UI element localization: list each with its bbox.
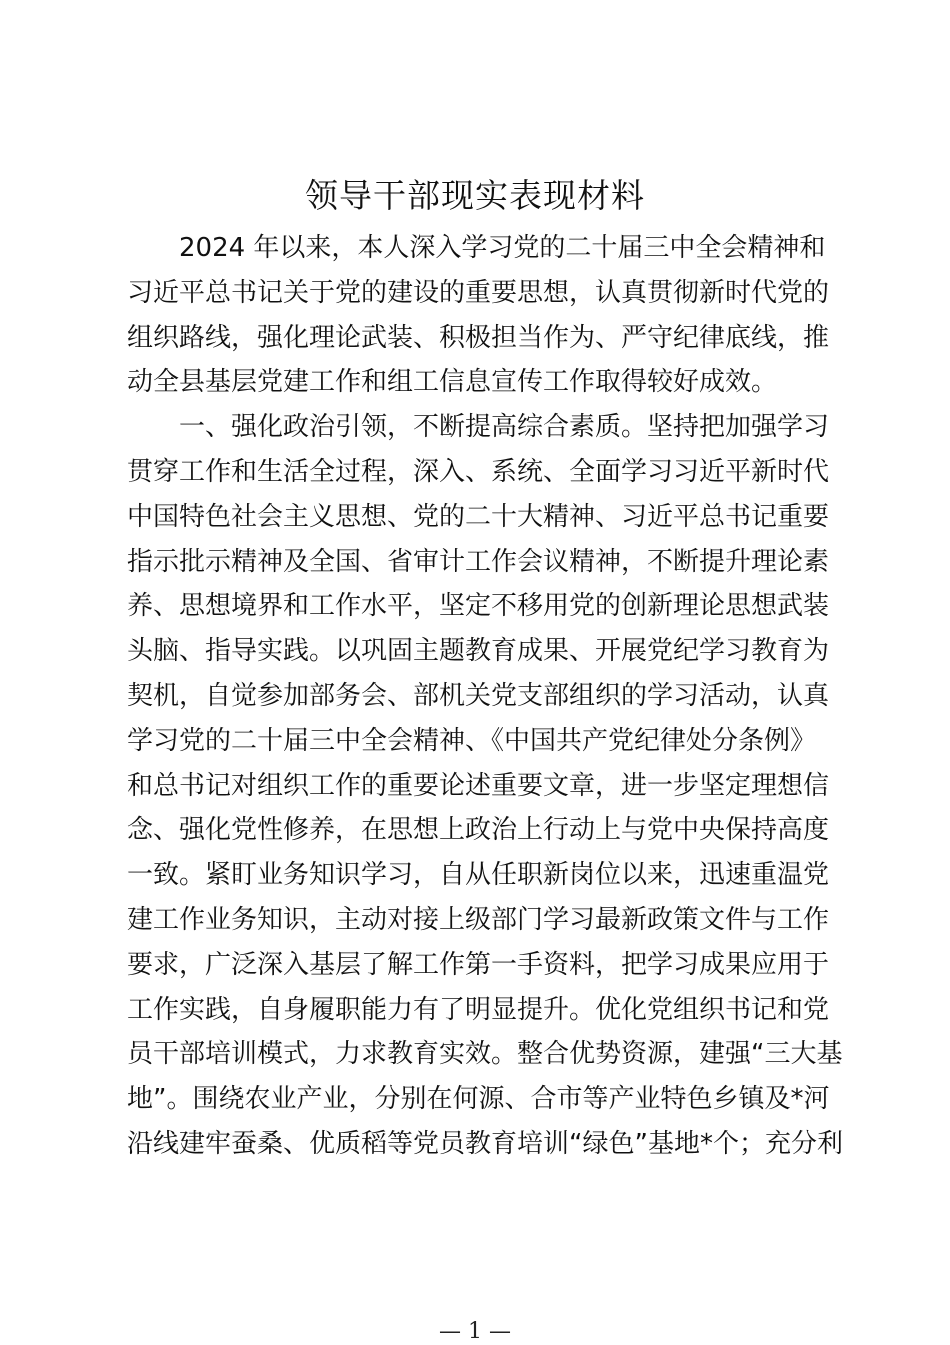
paragraph-line: 指示批示精神及全国、省审计工作会议精神，不断提升理论素 xyxy=(127,546,830,577)
paragraph-line: 一、强化政治引领，不断提高综合素质。坚持把加强学习 xyxy=(179,412,830,443)
paragraph-line: 员干部培训模式，力求教育实效。整合优势资源，建强“三大基 xyxy=(127,1039,843,1070)
paragraph-line: 中国特色社会主义思想、党的二十大精神、习近平总书记重要 xyxy=(127,501,830,532)
paragraph-line: 地”。围绕农业产业，分别在何源、合市等产业特色乡镇及*河 xyxy=(127,1084,830,1115)
paragraph-line: 组织路线，强化理论武装、积极担当作为、严守纪律底线，推 xyxy=(127,322,830,353)
page-number: — 1 — xyxy=(439,1319,511,1344)
paragraph-line: 养、思想境界和工作水平，坚定不移用党的创新理论思想武装 xyxy=(127,591,830,622)
paragraph-line: 学习党的二十届三中全会精神、《中国共产党纪律处分条例》 xyxy=(127,725,817,756)
paragraph-line: 习近平总书记关于党的建设的重要思想，认真贯彻新时代党的 xyxy=(127,277,830,308)
paragraph-line: 念、强化党性修养，在思想上政治上行动上与党中央保持高度 xyxy=(127,815,830,846)
paragraph-line: 贯穿工作和生活全过程，深入、系统、全面学习习近平新时代 xyxy=(127,456,830,487)
paragraph-line: 和总书记对组织工作的重要论述重要文章，进一步坚定理想信 xyxy=(127,770,830,801)
document-body xyxy=(127,226,843,1167)
paragraph-line: 契机，自觉参加部务会、部机关党支部组织的学习活动，认真 xyxy=(127,680,830,711)
paragraph-line: 建工作业务知识，主动对接上级部门学习最新政策文件与工作 xyxy=(127,904,830,935)
paragraph-line: 一致。紧盯业务知识学习，自从任职新岗位以来，迅速重温党 xyxy=(127,860,830,891)
paragraph-line: 要求，广泛深入基层了解工作第一手资料，把学习成果应用于 xyxy=(127,949,830,980)
paragraph-line: 沿线建牢蚕桑、优质稻等党员教育培训“绿色”基地*个；充分利 xyxy=(127,1128,843,1159)
document-title: 领导干部现实表现材料 xyxy=(305,176,645,215)
paragraph-line: 头脑、指导实践。以巩固主题教育成果、开展党纪学习教育为 xyxy=(127,636,830,667)
paragraph-line: 2024 年以来，本人深入学习党的二十届三中全会精神和 xyxy=(179,233,826,263)
paragraph-line: 动全县基层党建工作和组工信息宣传工作取得较好成效。 xyxy=(127,367,778,398)
paragraph-line: 工作实践，自身履职能力有了明显提升。优化党组织书记和党 xyxy=(127,994,830,1025)
